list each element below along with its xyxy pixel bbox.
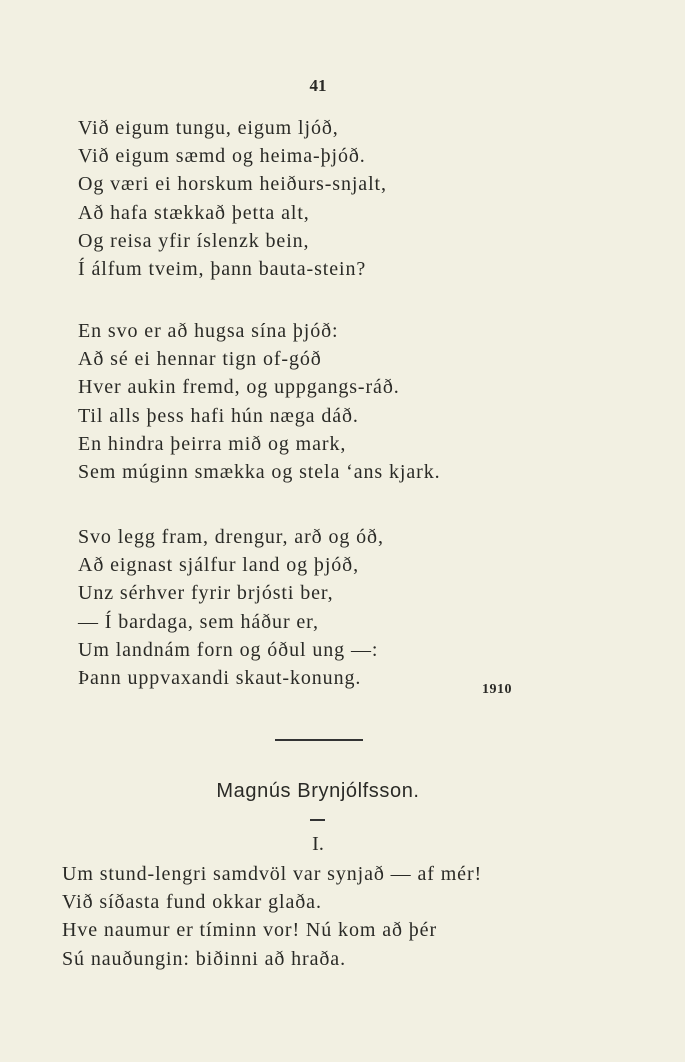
verse-line: Hve naumur er tíminn vor! Nú kom að þér [62,919,438,942]
verse-line: Sú nauðungin: biðinni að hraða. [62,947,346,970]
title-dash [310,819,325,821]
verse-line: Og reisa yfir íslenzk bein, [78,229,310,252]
verse-line: — Í bardaga, sem háður er, [78,610,319,633]
poem-year: 1910 [482,682,512,697]
verse-line: Um stund-lengri samdvöl var synjað — af mér! [62,863,483,885]
verse-line: En svo er að hugsa sína þjóð: [78,320,339,342]
verse-line: Og væri ei horskum heiðurs-snjalt, [78,173,387,196]
poem-title: Magnús Brynjólfsson. [216,780,420,802]
verse-line: En hindra þeirra mið og mark, [78,432,347,455]
poem-stanza-2 [78,317,441,486]
verse-line: Sem múginn smækka og stela ‘ans kjark. [78,460,441,483]
verse-line: Við síðasta fund okkar glaða. [62,891,322,914]
verse-line: Í álfum tveim, þann bauta-stein? [78,257,367,280]
verse-line: Svo legg fram, drengur, arð og óð, [78,526,384,548]
section-number: I. [312,833,324,855]
verse-line: Við eigum tungu, eigum ljóð, [78,117,339,139]
verse-line: Að hafa stækkað þetta alt, [78,201,310,224]
page-number: 41 [309,76,327,95]
verse-line: Unz sérhver fyrir brjósti ber, [78,582,334,605]
poem-stanza-3 [78,523,384,692]
poem2-stanza-1 [62,860,482,973]
verse-line: Við eigum sæmd og heima-þjóð. [78,145,366,168]
verse-line: Til alls þess hafi hún næga dáð. [78,404,359,427]
poem-stanza-1 [78,114,387,283]
section-divider [275,739,363,741]
verse-line: Hver aukin fremd, og uppgangs-ráð. [78,376,400,399]
verse-line: Að sé ei hennar tign of-góð [78,348,322,371]
verse-line: Þann uppvaxandi skaut-konung. [78,666,362,689]
verse-line: Að eignast sjálfur land og þjóð, [78,554,359,577]
verse-line: Um landnám forn og óðul ung —: [78,638,379,661]
